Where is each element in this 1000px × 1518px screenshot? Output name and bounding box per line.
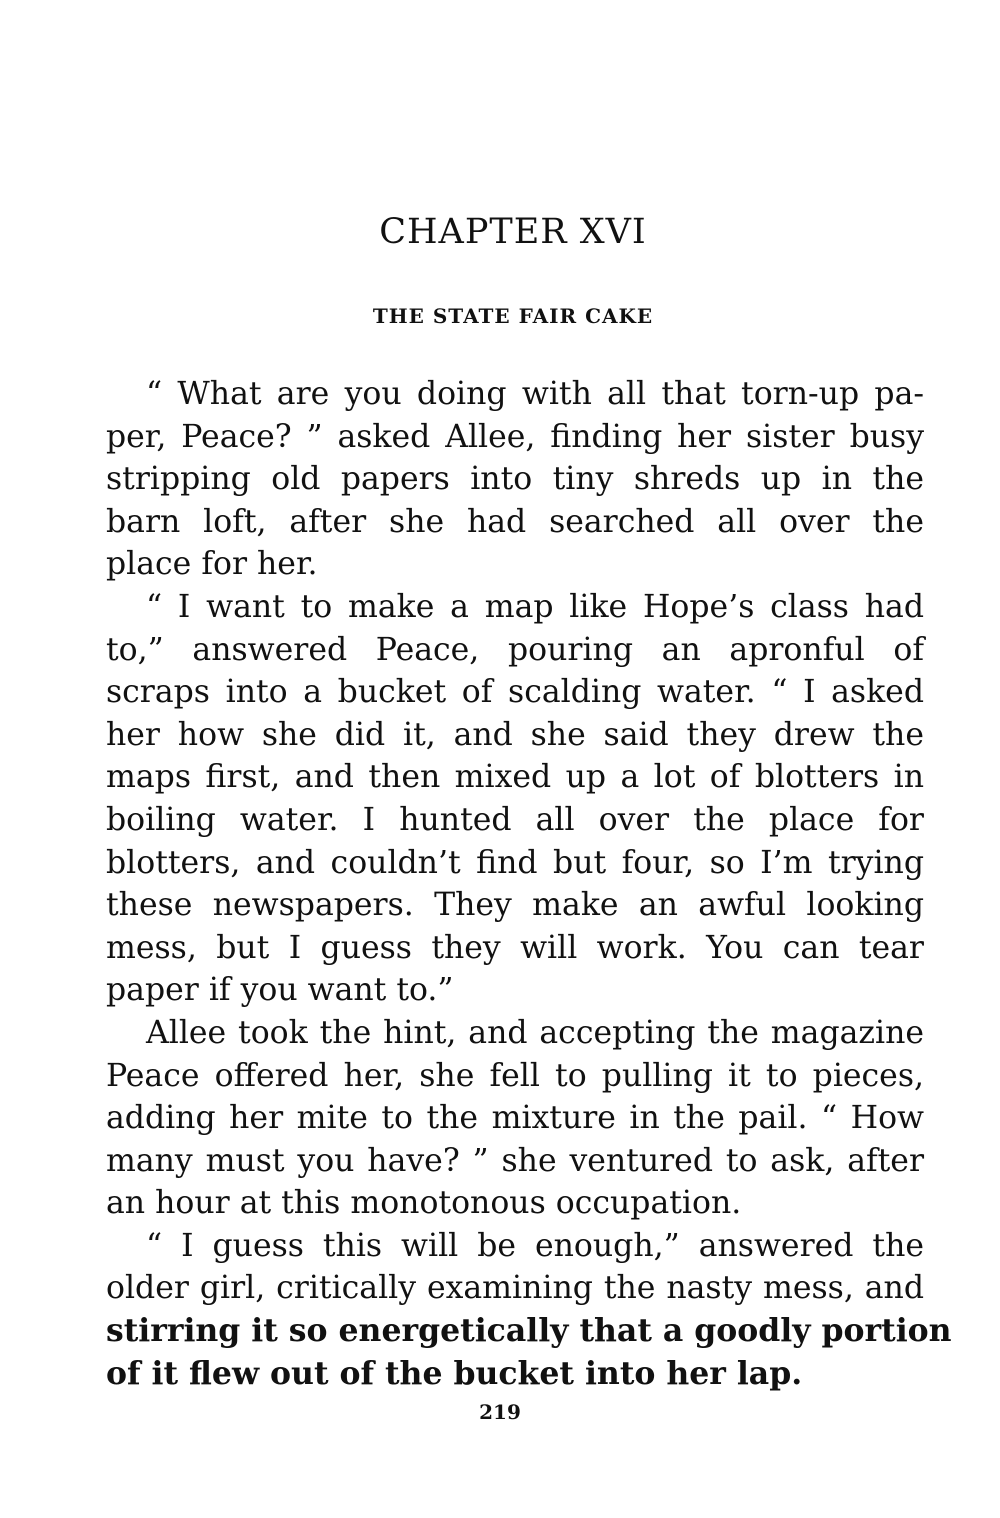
- text-line: barn loft, after she had searched all over the: [106, 503, 924, 540]
- text-line: place for her.: [106, 546, 318, 583]
- body-text: [106, 373, 952, 1395]
- text-line: to,” answered Peace, pouring an apronful of: [106, 631, 924, 668]
- text-line: maps first, and then mixed up a lot of blotters in: [106, 759, 924, 796]
- text-line: Allee took the hint, and accepting the magazine: [146, 1014, 924, 1051]
- chapter-title: CHAPTER XVI: [379, 212, 647, 252]
- text-line: per, Peace? ” asked Allee, finding her sister busy: [106, 418, 924, 455]
- text-line: blotters, and couldn’t find but four, so I’m trying: [106, 844, 924, 881]
- text-line: mess, but I guess they will work. You can tear: [106, 929, 924, 966]
- text-line: Peace offered her, she fell to pulling it to pieces,: [106, 1057, 924, 1094]
- text-line: many must you have? ” she ventured to ask, after: [106, 1142, 924, 1179]
- text-line: scraps into a bucket of scalding water. “ I asked: [106, 674, 924, 711]
- text-line: stripping old papers into tiny shreds up in the: [106, 461, 924, 498]
- chapter-subtitle: THE STATE FAIR CAKE: [372, 304, 654, 328]
- text-line: these newspapers. They make an awful looking: [106, 887, 924, 924]
- text-line: “ What are you doing with all that torn-up pa-: [146, 376, 924, 412]
- page-number: 219: [479, 1400, 521, 1424]
- text-line: stirring it so energetically that a goodly portion: [106, 1312, 952, 1350]
- text-line: an hour at this monotonous occupation.: [106, 1185, 742, 1222]
- text-line: adding her mite to the mixture in the pail. “ How: [106, 1100, 924, 1137]
- text-line: boiling water. I hunted all over the place for: [106, 801, 924, 838]
- text-line: older girl, critically examining the nasty mess, and: [106, 1270, 924, 1307]
- text-line: her how she did it, and she said they drew the: [106, 716, 924, 753]
- text-line: of it flew out of the bucket into her lap.: [106, 1354, 803, 1392]
- text-line: paper if you want to.”: [106, 972, 454, 1009]
- text-line: “ I guess this will be enough,” answered the: [146, 1227, 924, 1264]
- text-line: “ I want to make a map like Hope’s class had: [146, 588, 924, 625]
